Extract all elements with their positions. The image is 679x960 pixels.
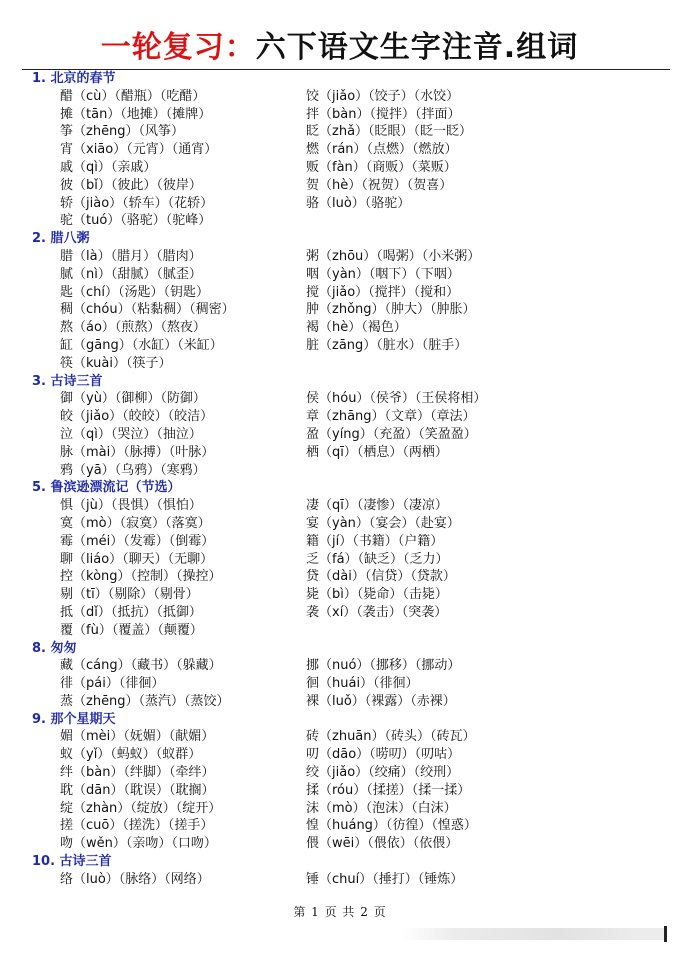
word-row <box>32 106 672 124</box>
word-entry: 寞（mò）（寂寞）（落寞） <box>60 515 211 531</box>
word-entry: 腻（nì）（甜腻）（腻歪） <box>60 266 202 282</box>
word-entry: 褐（hè）（褐色） <box>306 320 407 336</box>
word-entry: 泣（qì）（哭泣）（抽泣） <box>60 426 202 442</box>
section-heading: 8. 匆匆 <box>32 640 77 656</box>
word-entry: 粥（zhōu）（喝粥）（小米粥） <box>306 248 481 264</box>
word-row <box>32 390 672 408</box>
word-entry: 媚（mèi）（妩媚）（献媚） <box>60 729 215 745</box>
word-entry: 籍（jí）（书籍）（户籍） <box>306 533 444 549</box>
word-entry: 驼（tuó）（骆驼）（驼峰） <box>60 213 212 229</box>
word-entry: 抵（dǐ）（抵抗）（抵御） <box>60 604 202 620</box>
word-entry: 醋（cù）（醋瓶）（吃醋） <box>60 88 206 104</box>
word-row <box>32 515 672 533</box>
word-row <box>32 408 672 426</box>
page-footer: 第 1 页 共 2 页 <box>293 905 386 919</box>
word-row <box>32 817 672 835</box>
word-entry: 筝（zhēng）（风筝） <box>60 124 185 140</box>
word-row <box>32 177 672 195</box>
word-entry: 乏（fá）（缺乏）（乏力） <box>306 551 449 567</box>
word-row <box>32 319 672 337</box>
word-entry: 脉（mài）（脉搏）（叶脉） <box>60 444 215 460</box>
section-heading: 2. 腊八粥 <box>32 231 90 247</box>
word-row <box>32 141 672 159</box>
word-entry: 侯（hóu）（侯爷）（王侯将相） <box>306 391 487 407</box>
word-entry: 轿（jiào）（轿车）（花轿） <box>60 195 214 211</box>
word-entry: 眨（zhǎ）（眨眼）（眨一眨） <box>306 124 473 140</box>
word-entry: 绊（bàn）（绊脚）（牵绊） <box>60 765 215 781</box>
word-entry <box>306 212 656 230</box>
word-entry: 揉（róu）（揉搓）（揉一揉） <box>306 782 471 798</box>
word-entry: 偎（wēi）（偎依）（依偎） <box>306 836 459 852</box>
scroll-indicator <box>664 926 667 942</box>
word-row <box>32 728 672 746</box>
word-entry: 栖（qī）（栖息）（两栖） <box>306 444 448 460</box>
word-entry: 耽（dān）（耽误）（耽搁） <box>60 782 215 798</box>
word-row <box>32 782 672 800</box>
word-entry: 饺（jiǎo）（饺子）（水饺） <box>306 88 460 104</box>
word-entry: 控（kòng）（控制）（操控） <box>60 569 222 585</box>
word-entry: 剔（tī）（剔除）（剔骨） <box>60 587 199 603</box>
word-entry: 贩（fàn）（商贩）（菜贩） <box>306 159 457 175</box>
word-row <box>32 800 672 818</box>
word-entry: 绞（jiǎo）（绞痛）（绞刑） <box>306 765 460 781</box>
title-rest: 六下语文生字注音.组词 <box>255 30 579 65</box>
word-entry: 蒸（zhēng）（蒸汽）（蒸饺） <box>60 693 230 709</box>
word-row <box>32 693 672 711</box>
word-entry: 御（yù）（御柳）（防御） <box>60 391 206 407</box>
word-row <box>32 871 672 889</box>
word-entry: 蚁（yǐ）（蚂蚁）（蚁群） <box>60 747 202 763</box>
word-entry: 章（zhāng）（文章）（章法） <box>306 409 476 425</box>
section-heading: 1. 北京的春节 <box>32 71 116 86</box>
word-row <box>32 212 672 230</box>
word-entry: 贷（dài）（信贷）（贷款） <box>306 569 456 585</box>
word-row <box>32 337 672 355</box>
word-entry: 宴（yàn）（宴会）（赴宴） <box>306 515 460 531</box>
word-row <box>32 159 672 177</box>
word-entry: 锤（chuí）（捶打）（锤炼） <box>306 871 464 887</box>
word-entry: 骆（luò）（骆驼） <box>306 195 411 211</box>
word-entry: 稠（chóu）（粘黏稠）（稠密） <box>60 302 235 318</box>
section-heading: 5. 鲁滨逊漂流记（节选） <box>32 480 181 496</box>
word-entry: 沫（mò）（泡沫）（白沫） <box>306 800 457 816</box>
scroll-fade <box>402 928 664 940</box>
word-entry: 匙（chí）（汤匙）（钥匙） <box>60 284 209 300</box>
word-entry: 挪（nuó）（挪移）（挪动） <box>306 658 461 674</box>
word-row <box>32 284 672 302</box>
word-entry <box>306 622 656 640</box>
word-entry: 徊（huái）（徘徊） <box>306 676 419 692</box>
title-highlight: 一轮复习： <box>100 30 256 65</box>
word-row <box>32 462 672 480</box>
word-row <box>32 568 672 586</box>
word-entry: 熬（áo）（煎熬）（熬夜） <box>60 320 206 336</box>
word-row <box>32 248 672 266</box>
word-row <box>32 533 672 551</box>
word-entry: 藏（cáng）（藏书）（躲藏） <box>60 658 222 674</box>
word-entry: 砖（zhuān）（砖头）（砖瓦） <box>306 729 476 745</box>
word-row <box>32 426 672 444</box>
word-entry: 覆（fù）（覆盖）（颠覆） <box>60 622 203 638</box>
section-heading: 10. 古诗三首 <box>32 854 112 870</box>
word-entry: 惶（huáng）（彷徨）（惶惑） <box>306 818 477 834</box>
word-entry: 搅（jiǎo）（搅拌）（搅和） <box>306 284 460 300</box>
word-entry: 搓（cuō）（搓洗）（搓手） <box>60 818 214 834</box>
word-entry: 叨（dāo）（唠叨）（叨咕） <box>306 747 461 763</box>
word-row <box>32 355 672 373</box>
word-entry <box>306 355 656 373</box>
word-row <box>32 657 672 675</box>
word-entry: 袭（xí）（袭击）（突袭） <box>306 604 448 620</box>
word-entry: 贺（hè）（祝贺）（贺喜） <box>306 177 453 193</box>
word-row <box>32 301 672 319</box>
word-row <box>32 746 672 764</box>
word-row <box>32 675 672 693</box>
word-row <box>32 551 672 569</box>
word-entry: 筷（kuài）（筷子） <box>60 355 172 371</box>
section-heading: 9. 那个星期天 <box>32 711 116 727</box>
word-row <box>32 195 672 213</box>
word-entry: 皎（jiǎo）（皎皎）（皎洁） <box>60 409 214 425</box>
word-entry: 腊（là）（腊月）（腊肉） <box>60 248 202 264</box>
word-entry: 拌（bàn）（搅拌）（拌面） <box>306 106 461 122</box>
word-row <box>32 586 672 604</box>
word-entry: 摊（tān）（地摊）（摊牌） <box>60 106 212 122</box>
word-entry: 宵（xiāo）（元宵）（通宵） <box>60 142 218 158</box>
word-entry: 聊（liáo）（聊天）（无聊） <box>60 551 214 567</box>
word-entry: 吻（wěn）（亲吻）（口吻） <box>60 836 217 852</box>
word-list <box>32 70 672 889</box>
word-row <box>32 604 672 622</box>
page-title <box>0 28 679 68</box>
word-entry: 燃（rán）（点燃）（燃放） <box>306 142 458 158</box>
word-entry: 徘（pái）（徘徊） <box>60 676 165 692</box>
word-entry: 戚（qì）（亲戚） <box>60 159 157 175</box>
word-entry: 霉（méi）（发霉）（倒霉） <box>60 533 215 549</box>
word-entry: 咽（yàn）（咽下）（下咽） <box>306 266 460 282</box>
word-entry: 彼（bǐ）（彼此）（彼岸） <box>60 177 202 193</box>
word-row <box>32 764 672 782</box>
word-entry <box>306 462 656 480</box>
word-entry: 缸（gāng）（水缸）（米缸） <box>60 337 223 353</box>
word-entry: 毙（bì）（毙命）（击毙） <box>306 587 448 603</box>
word-row <box>32 123 672 141</box>
word-entry: 凄（qī）（凄惨）（凄凉） <box>306 498 448 514</box>
word-entry: 裸（luǒ）（裸露）（赤裸） <box>306 693 456 709</box>
word-row <box>32 622 672 640</box>
word-row <box>32 444 672 462</box>
word-row <box>32 88 672 106</box>
word-row <box>32 497 672 515</box>
word-entry: 盈（yíng）（充盈）（笑盈盈） <box>306 426 477 442</box>
word-entry: 绽（zhàn）（绽放）（绽开） <box>60 800 222 816</box>
word-entry: 鸦（yā）（乌鸦）（寒鸦） <box>60 462 206 478</box>
word-entry: 肿（zhǒng）（肿大）（肿胀） <box>306 302 476 318</box>
section-heading: 3. 古诗三首 <box>32 373 103 389</box>
word-row <box>32 835 672 853</box>
word-entry: 惧（jù）（畏惧）（惧怕） <box>60 498 202 514</box>
word-row <box>32 266 672 284</box>
word-entry: 脏（zāng）（脏水）（脏手） <box>306 337 468 353</box>
word-entry: 络（luò）（脉络）（网络） <box>60 871 210 887</box>
